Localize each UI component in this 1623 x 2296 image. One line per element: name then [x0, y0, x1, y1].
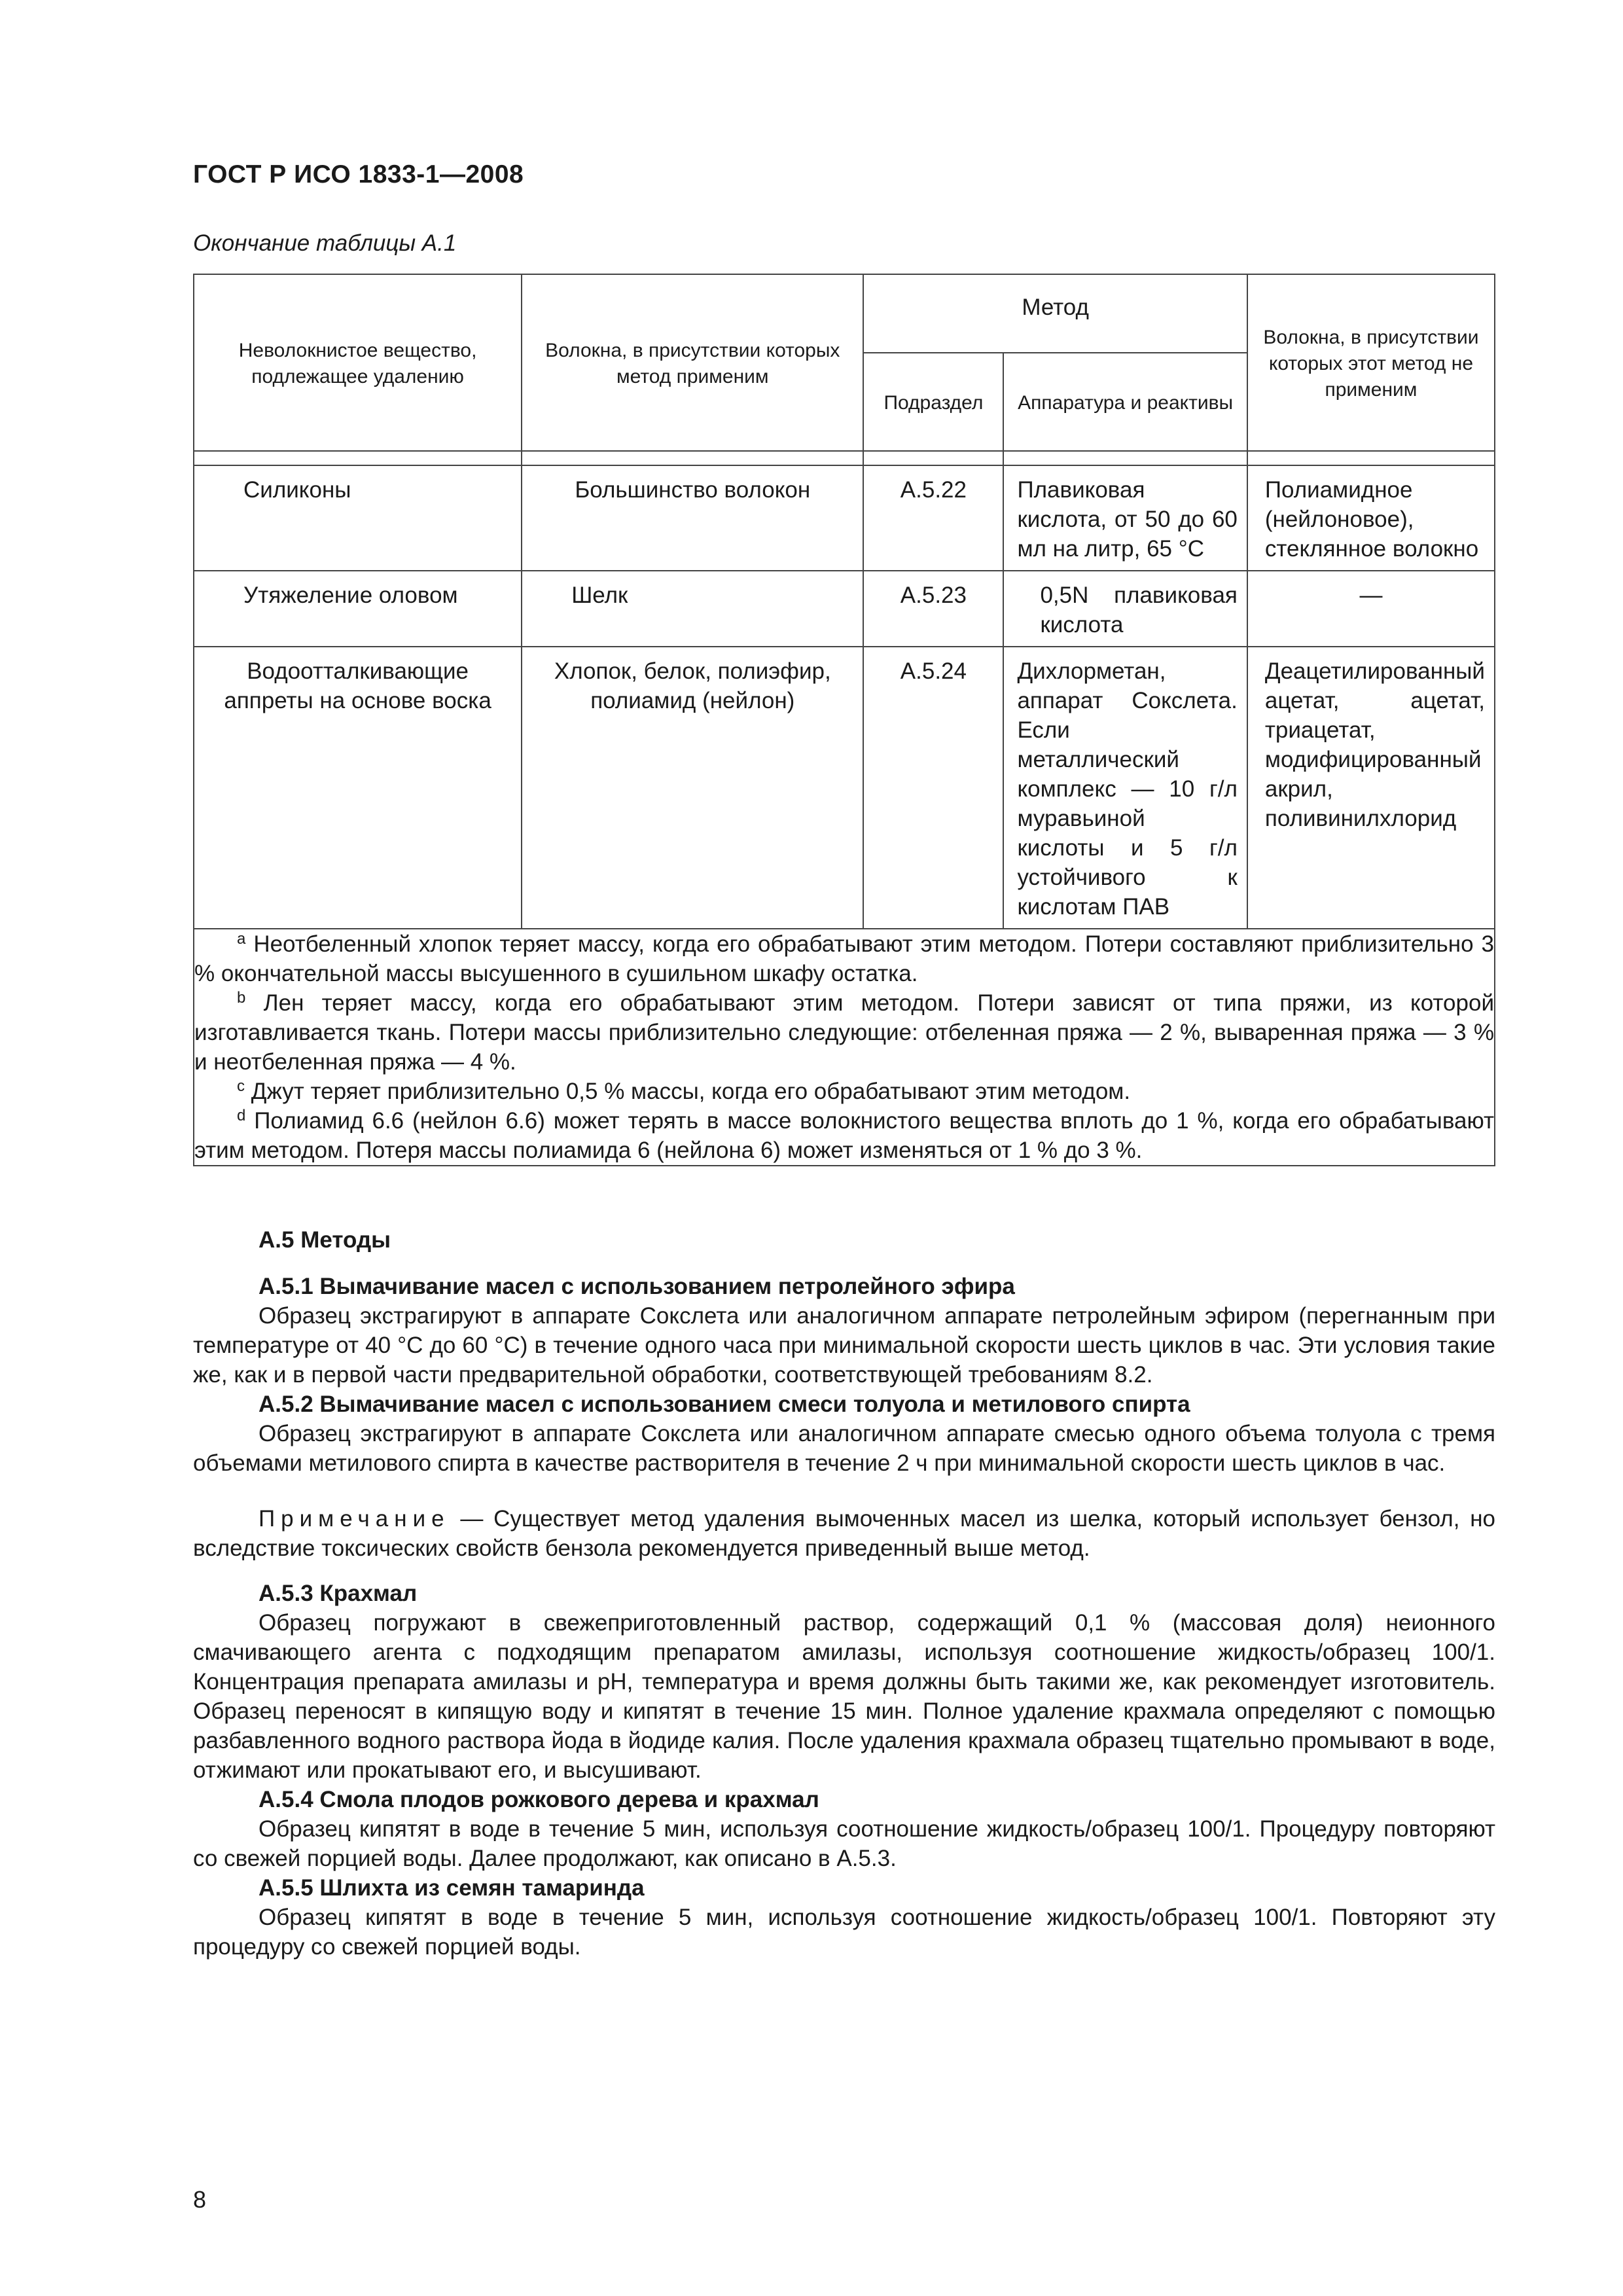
row-fibres: Хлопок, белок, полиэфир, полиамид (нейлон)	[554, 658, 831, 713]
note-b: $^b$ Лен теряет массу, когда его обрабатывают этим методом. Потери зависят от типа пряжи, из которой изготавливается ткань. Потери массы приблизительно следующие: отбеленная пряжа — 2 %, вываренная пряжа — 3 % и неотбеленная пряжа — 4 %.	[194, 989, 1494, 1075]
table-row	[194, 647, 1495, 929]
fibre-table	[193, 274, 1495, 1166]
row-fibres: Шелк	[571, 583, 628, 608]
note-a: $^a$ Неотбеленный хлопок теряет массу, когда его обрабатывают этим методом. Потери составляют приблизительно 3 % окончательной массы высушенного в сушильном шкафу остатка.	[194, 930, 1494, 986]
row-substance: Силиконы	[243, 477, 351, 503]
row-not-applicable: —	[1359, 583, 1383, 608]
section-title-a55: А.5.5 Шлихта из семян тамаринда	[259, 1875, 645, 1901]
row-apparatus: Плавиковая кислота, от 50 до 60 мл на литр, 65 °С	[1017, 477, 1238, 562]
section-note: Примечание — Существует метод удаления вымоченных масел из шелка, который использует бензол, но вследствие токсических свойств бензола рекомендуется приведенный выше метод.	[193, 1506, 1495, 1561]
section-title-a52: А.5.2 Вымачивание масел с использованием смеси толуола и метилового спирта	[259, 1391, 1190, 1417]
section-text-a52: Образец экстрагируют в аппарате Сокслета или аналогичном аппарате смесью одного объема толуола с тремя объемами метилового спирта в качестве растворителя в течение 2 ч при минимальной скорости шесть циклов в час.	[193, 1421, 1495, 1476]
row-substance: Водоотталкивающие аппреты на основе воска	[224, 658, 491, 713]
row-subsection: A.5.24	[900, 658, 967, 684]
header-subsection: Подраздел	[863, 353, 1003, 451]
section-title-a5: А.5 Методы	[259, 1227, 391, 1253]
section-text-a54: Образец кипятят в воде в течение 5 мин, используя соотношение жидкость/образец 100/1. Процедуру повторяют со свежей порцией воды. Далее продолжают, как описано в А.5.3.	[193, 1816, 1495, 1871]
row-not-applicable: Деацетилированный ацетат, ацетат, триацетат, модифицированный акрил, поливинилхлорид	[1264, 658, 1485, 831]
page-number: 8	[193, 2186, 207, 2213]
table-caption: Окончание таблицы А.1	[193, 230, 457, 256]
section-title-a54: А.5.4 Смола плодов рожкового дерева и крахмал	[259, 1787, 819, 1812]
header-fibres-applicable: Волокна, в присутствии которых метод применим	[522, 274, 863, 451]
row-not-applicable: Полиамидное (нейлоновое), стеклянное волокно	[1264, 477, 1479, 562]
header-substance: Неволокнистое вещество, подлежащее удалению	[194, 274, 522, 451]
section-title-a51: А.5.1 Вымачивание масел с использованием петролейного эфира	[259, 1274, 1015, 1299]
table-notes-row	[194, 929, 1495, 1166]
section-text-a51: Образец экстрагируют в аппарате Сокслета или аналогичном аппарате петролейным эфиром (перегнанным при температуре от 40 °С до 60 °С) в течение одного часа при минимальной скорости шесть циклов в час. Эти условия такие же, как и в первой части предварительной обработки, соответствующей требованиям 8.2.	[193, 1303, 1495, 1388]
table-row	[194, 571, 1495, 647]
note-d: $^d$ Полиамид 6.6 (нейлон 6.6) может терять в массе волокнистого вещества вплоть до 1 %, когда его обрабатывают этим методом. Потеря массы полиамида 6 (нейлона 6) может изменяться от 1 % до 3 %.	[194, 1107, 1494, 1163]
note-c: $^c$ Джут теряет приблизительно 0,5 % массы, когда его обрабатывают этим методом.	[237, 1077, 1131, 1104]
section-text-a53: Образец погружают в свежеприготовленный раствор, содержащий 0,1 % (массовая доля) неионного смачивающего агента с подходящим препаратом амилазы, используя соотношение жидкость/образец 100/1. Концентрация препарата амилазы и рН, температура и время должны быть такими же, как рекомендует изготовитель. Образец переносят в кипящую воду и кипятят в течение 15 мин. Полное удаление крахмала определяют с помощью разбавленного водного раствора йода в йодиде калия. После удаления крахмала образец тщательно промывают в воде, отжимают или прокатывают его, и высушивают.	[193, 1610, 1495, 1783]
row-subsection: A.5.23	[900, 583, 967, 608]
row-substance: Утяжеление оловом	[243, 583, 458, 608]
row-subsection: A.5.22	[900, 477, 967, 503]
row-apparatus: 0,5N плавиковая кислота	[1040, 583, 1238, 637]
table-row	[194, 465, 1495, 571]
row-apparatus: Дихлорметан, аппарат Сокслета. Если металлический комплекс — 10 г/л муравьиной кислоты и 5 г/л устойчивого к кислотам ПАВ	[1017, 658, 1238, 920]
header-apparatus: Аппаратура и реактивы	[1003, 353, 1247, 451]
section-text-a55: Образец кипятят в воде в течение 5 мин, используя соотношение жидкость/образец 100/1. Повторяют эту процедуру со свежей порцией воды.	[193, 1905, 1495, 1960]
header-fibres-not-applicable: Волокна, в присутствии которых этот метод не применим	[1247, 274, 1495, 451]
table-notes	[194, 929, 1495, 1166]
section-title-a53: А.5.3 Крахмал	[259, 1581, 418, 1606]
section-a5	[193, 1225, 1495, 1962]
header-method: Метод	[863, 274, 1247, 353]
row-fibres: Большинство волокон	[575, 477, 811, 503]
document-header: ГОСТ Р ИСО 1833-1—2008	[193, 160, 524, 188]
